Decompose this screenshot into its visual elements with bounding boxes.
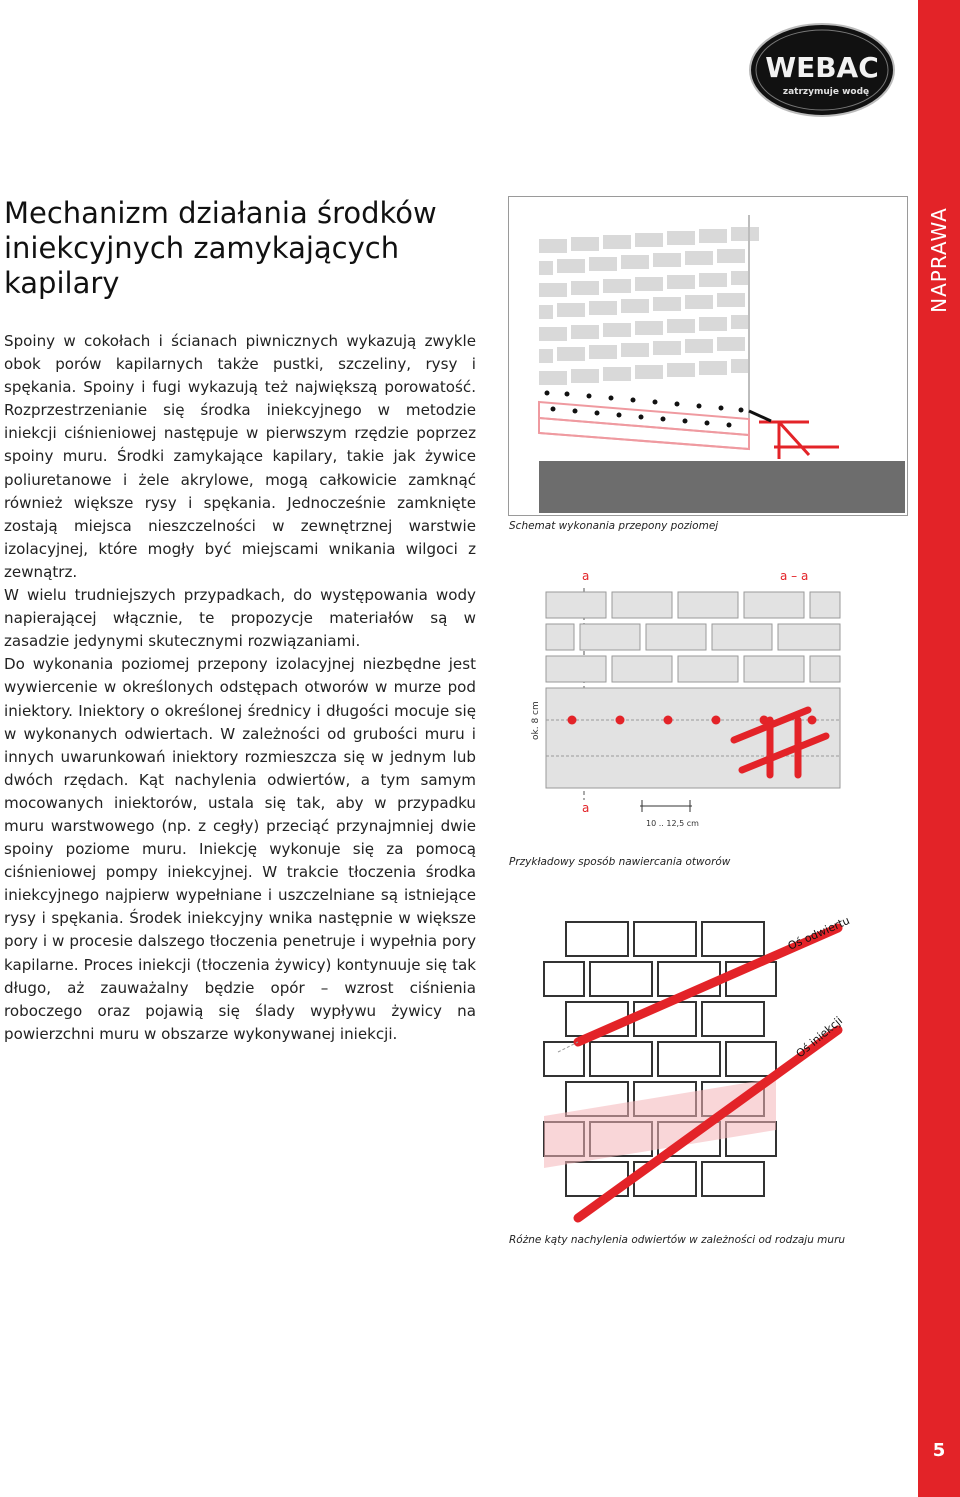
title-line: Mechanizm działania środków <box>4 196 437 230</box>
label-a-top: a <box>582 569 590 583</box>
figure-drilling-angles <box>508 900 906 1230</box>
paragraph: Spoiny w cokołach i ścianach piwnicznych wykazują zwykle obok porów kapilarnych także pustki, szczeliny, rysy i spękania. Spoiny i fugi wykazują też największą porowatość. Rozprzestrzenianie się środka iniekcyjnego w metodzie iniekcji ciśnieniowej następuje w pierwszym rzędzie poprzez spoiny muru. Środki zamykające kapilary, takie jak żywice poliuretanowe i żele akrylowe, mogą całkowicie zamknąć również większe rysy i spękania. Jednocześnie zamknięte zostają miejsca nieszczelności w zewnętrznej warstwie izolacyjnej, które mogły być miejscami wnikania wilgoci z zewnątrz. <box>4 332 476 581</box>
caption-barrier-scheme: Schemat wykonania przepony poziomej <box>509 520 719 532</box>
paragraph: W wielu trudniejszych przypadkach, do występowania wody napierającej włącznie, te propozycje materiałów są w zasadzie jedynymi skutecznymi rozwiązaniami. <box>4 586 476 651</box>
figure-drilling-pattern <box>508 560 906 835</box>
figure-barrier-scheme <box>508 196 908 516</box>
label-injection-axis: Oś iniekcji <box>793 1014 846 1061</box>
label-spacing: 10 .. 12,5 cm <box>646 819 699 828</box>
label-height: ok. 8 cm <box>531 701 541 740</box>
title-line: kapilary <box>4 266 120 300</box>
paragraph: Do wykonania poziomej przepony izolacyjnej niezbędne jest wywiercenie w określonych odstępach otworów w murze pod iniektory. Iniektory o określonej średnicy i długości mocuje się w wykonanych odwiertach. W zależności od grubości muru i innych uwarunkowań iniektory rozmieszcza się w jednym lub dwóch rzędach. Kąt nachylenia odwiertów, a tym samym mocowanych iniektorów, ustala się tak, aby w przypadku muru warstwowego (np. z cegły) przeciąć przynajmniej dwie spoiny poziome muru. Iniekcję wykonuje się za pomocą ciśnieniowej pompy iniekcyjnej. W trakcie tłoczenia środka iniekcyjnego najpierw wypełniane i uszczelniane są istniejące rysy i spękania. Środek iniekcyjny wnika następnie w większe pory i w procesie dalszego tłoczenia penetruje i wypełnia pory kapilarne. Proces iniekcji (tłoczenia żywicy) kontynuuje się tak długo, aż zauważalny będzie opór – wzrost ciśnienia roboczego oraz pojawią się ślady wypływu żywicy na powierzchni muru w obszarze wykonywanej iniekcji. <box>4 655 476 1043</box>
barrier-illustration <box>509 197 907 515</box>
page-number: 5 <box>932 1440 946 1461</box>
caption-drilling-pattern: Przykładowy sposób nawiercania otworów <box>509 856 731 868</box>
page-title <box>4 196 474 301</box>
caption-drilling-angles: Różne kąty nachylenia odwiertów w zależności od rodzaju muru <box>509 1234 846 1246</box>
logo-brand: WEBAC <box>765 51 879 84</box>
label-a-a: a – a <box>780 569 809 583</box>
webac-logo <box>748 22 898 118</box>
section-label-text: NAPRAWA <box>927 207 951 313</box>
title-line: iniekcyjnych zamykających <box>4 231 400 265</box>
logo-tagline: zatrzymuje wodę <box>782 87 870 97</box>
section-label <box>918 196 960 324</box>
label-a-bottom: a <box>582 801 590 815</box>
label-drill-axis: Oś odwiertu <box>785 913 852 953</box>
body-text <box>4 330 476 1046</box>
